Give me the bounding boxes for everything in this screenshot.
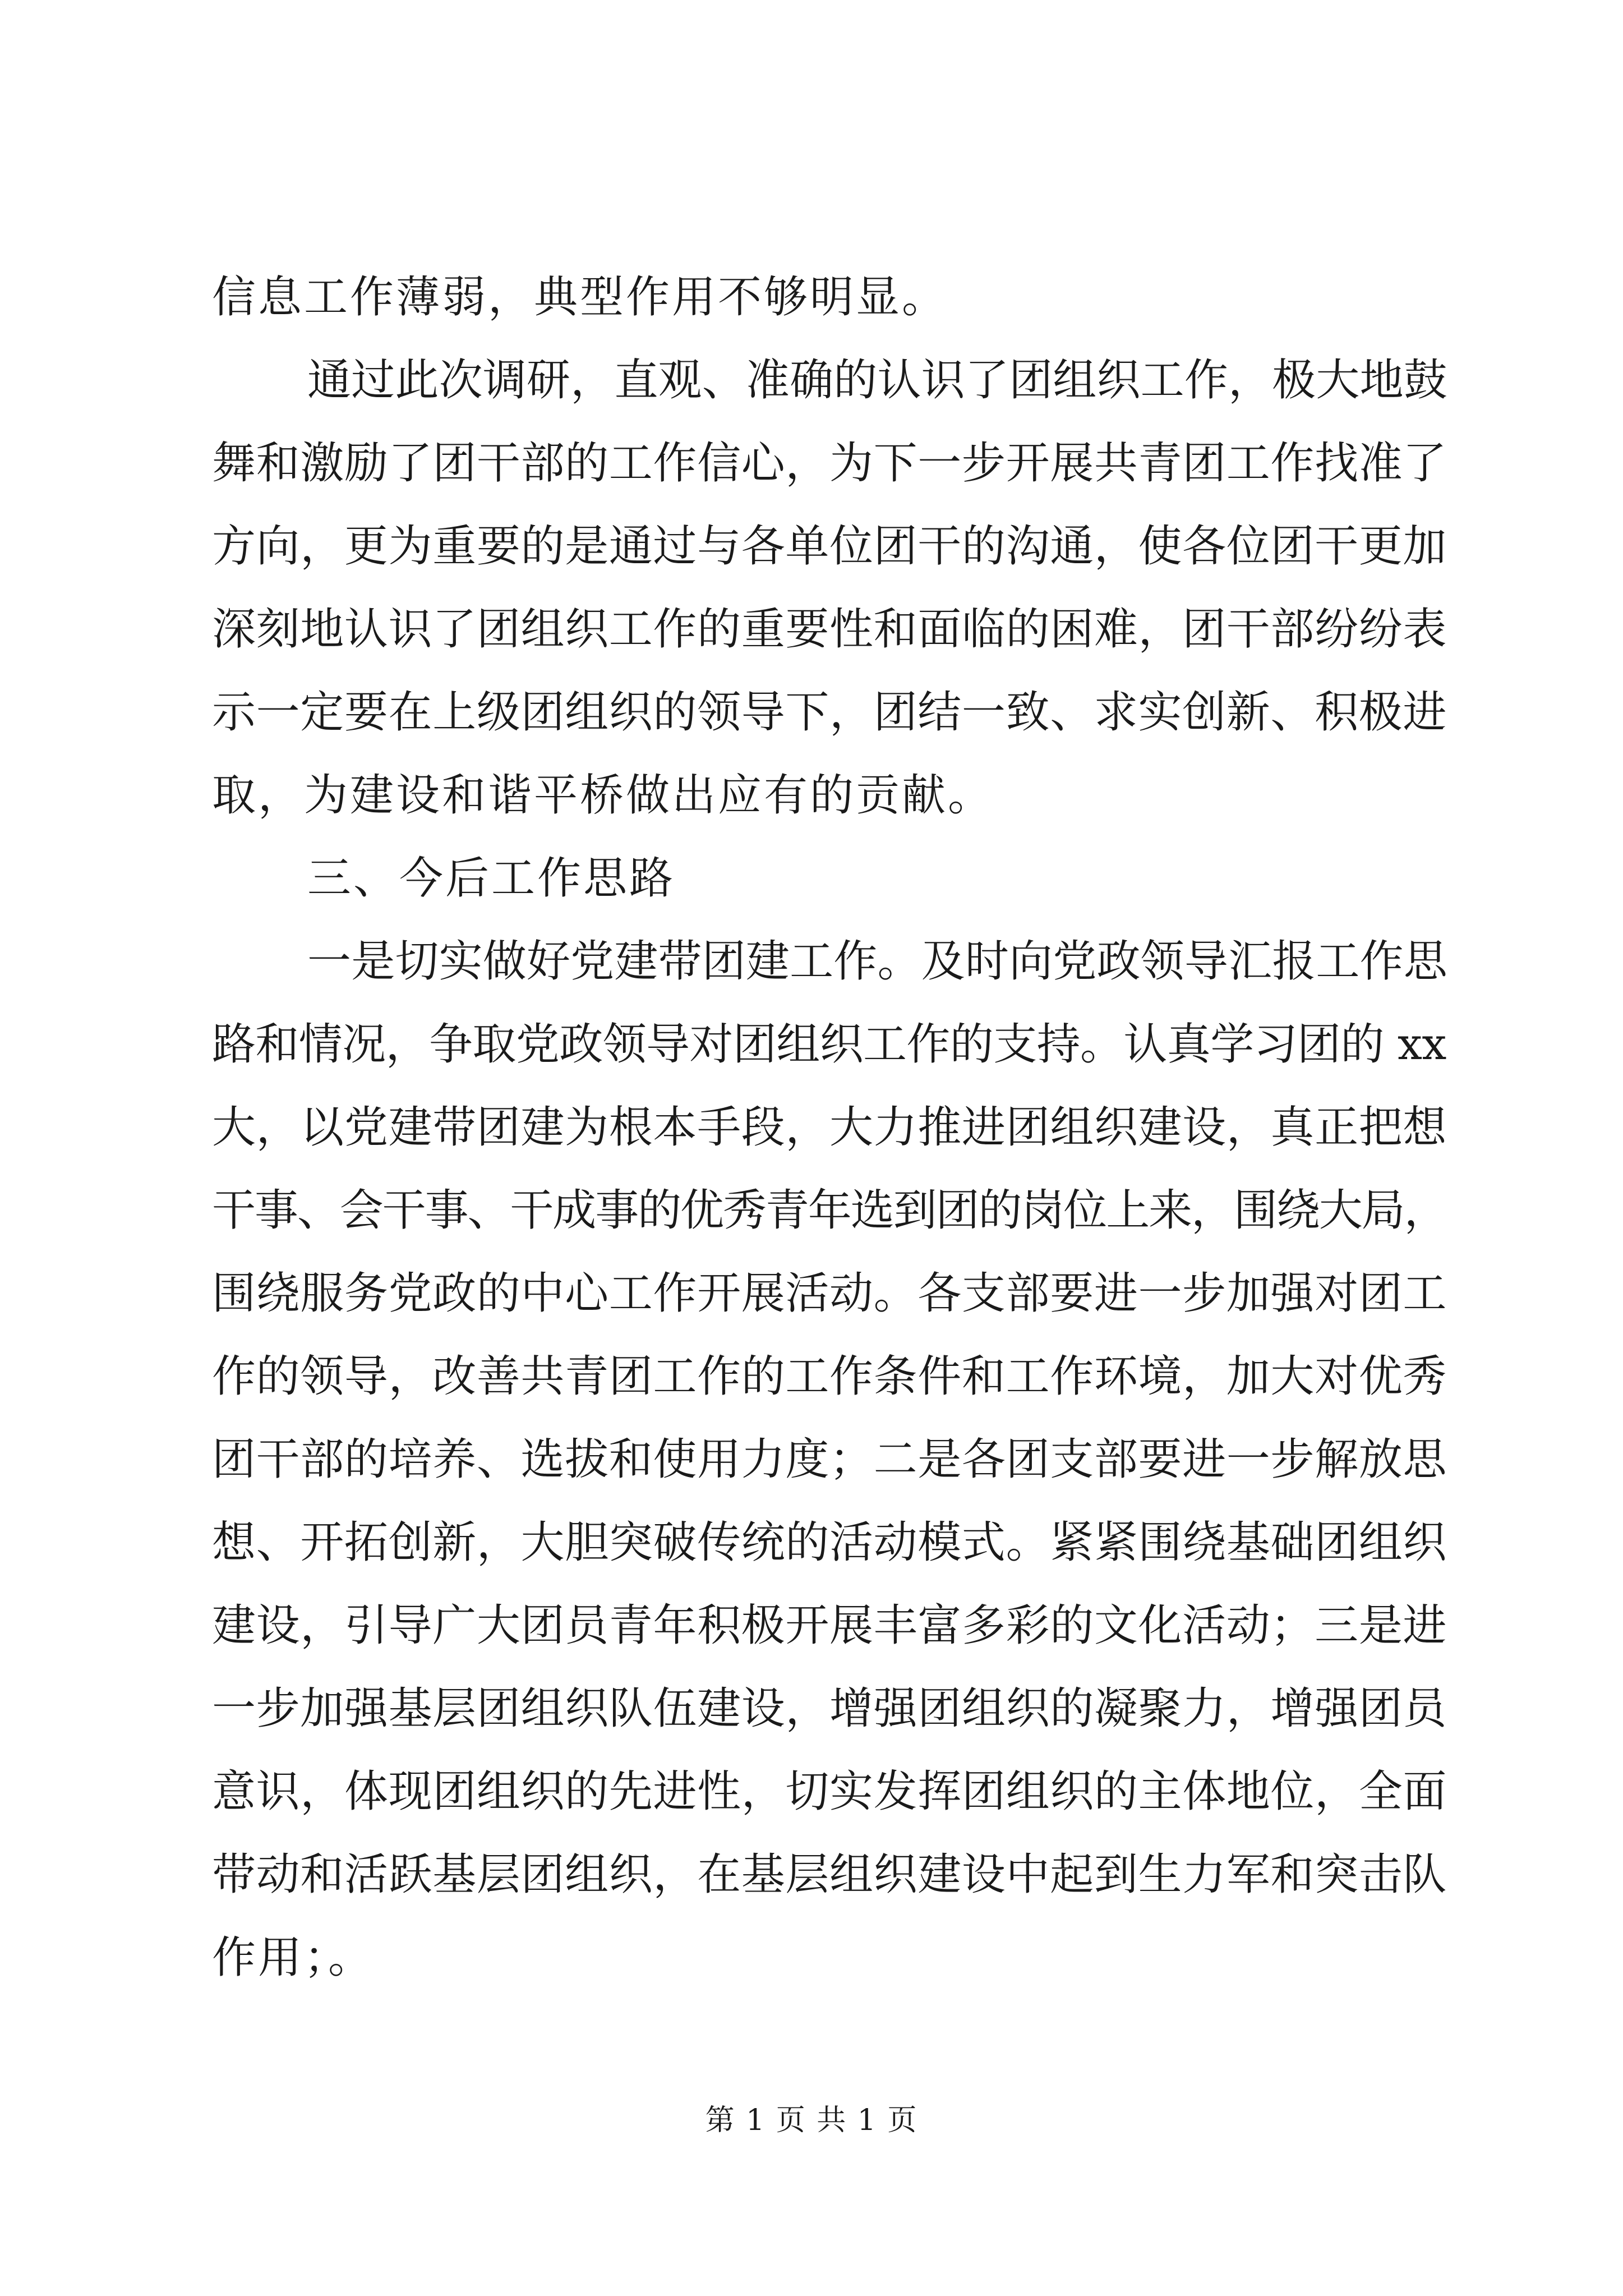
text-line: 路和情况，争取党政领导对团组织工作的支持。认真学习团的 xx: [212, 1019, 1446, 1070]
text-line: 方向，更为重要的是通过与各单位团干的沟通，使各位团干更加: [212, 521, 1447, 572]
section-heading: 三、今后工作思路: [307, 853, 676, 904]
text-line: 干事、会干事、干成事的优秀青年选到团的岗位上来，围绕大局，: [212, 1185, 1447, 1236]
text-line: 建设，引导广大团员青年积极开展丰富多彩的文化活动；三是进: [212, 1600, 1447, 1651]
text-line: 通过此次调研，直观、准确的认识了团组织工作，极大地鼓: [307, 355, 1448, 406]
text-line: 想、开拓创新，大胆突破传统的活动模式。紧紧围绕基础团组织: [212, 1517, 1447, 1568]
text-line: 作的领导，改善共青团工作的工作条件和工作环境，加大对优秀: [212, 1351, 1447, 1402]
text-line: 团干部的培养、选拔和使用力度；二是各团支部要进一步解放思: [212, 1434, 1447, 1485]
text-line: 带动和活跃基层团组织，在基层组织建设中起到生力军和突击队: [212, 1849, 1447, 1900]
text-line: 深刻地认识了团组织工作的重要性和面临的困难，团干部纷纷表: [212, 604, 1447, 655]
text-line: 大，以党建带团建为根本手段，大力推进团组织建设，真正把想: [212, 1102, 1447, 1153]
text-line: 一步加强基层团组织队伍建设，增强团组织的凝聚力，增强团员: [212, 1683, 1447, 1734]
text-line: 示一定要在上级团组织的领导下，团结一致、求实创新、积极进: [212, 687, 1447, 738]
text-line: 舞和激励了团干部的工作信心，为下一步开展共青团工作找准了: [212, 438, 1447, 489]
text-line: 取，为建设和谐平桥做出应有的贡献。: [212, 770, 994, 821]
text-line: 信息工作薄弱，典型作用不够明显。: [212, 272, 948, 323]
text-line: 围绕服务党政的中心工作开展活动。各支部要进一步加强对团工: [212, 1268, 1447, 1319]
text-line: 一是切实做好党建带团建工作。及时向党政领导汇报工作思: [307, 936, 1448, 987]
text-line: 意识，体现团组织的先进性，切实发挥团组织的主体地位，全面: [212, 1766, 1447, 1817]
text-line: 作用；。: [212, 1932, 375, 1983]
page-footer: 第 1 页 共 1 页: [705, 2104, 918, 2137]
